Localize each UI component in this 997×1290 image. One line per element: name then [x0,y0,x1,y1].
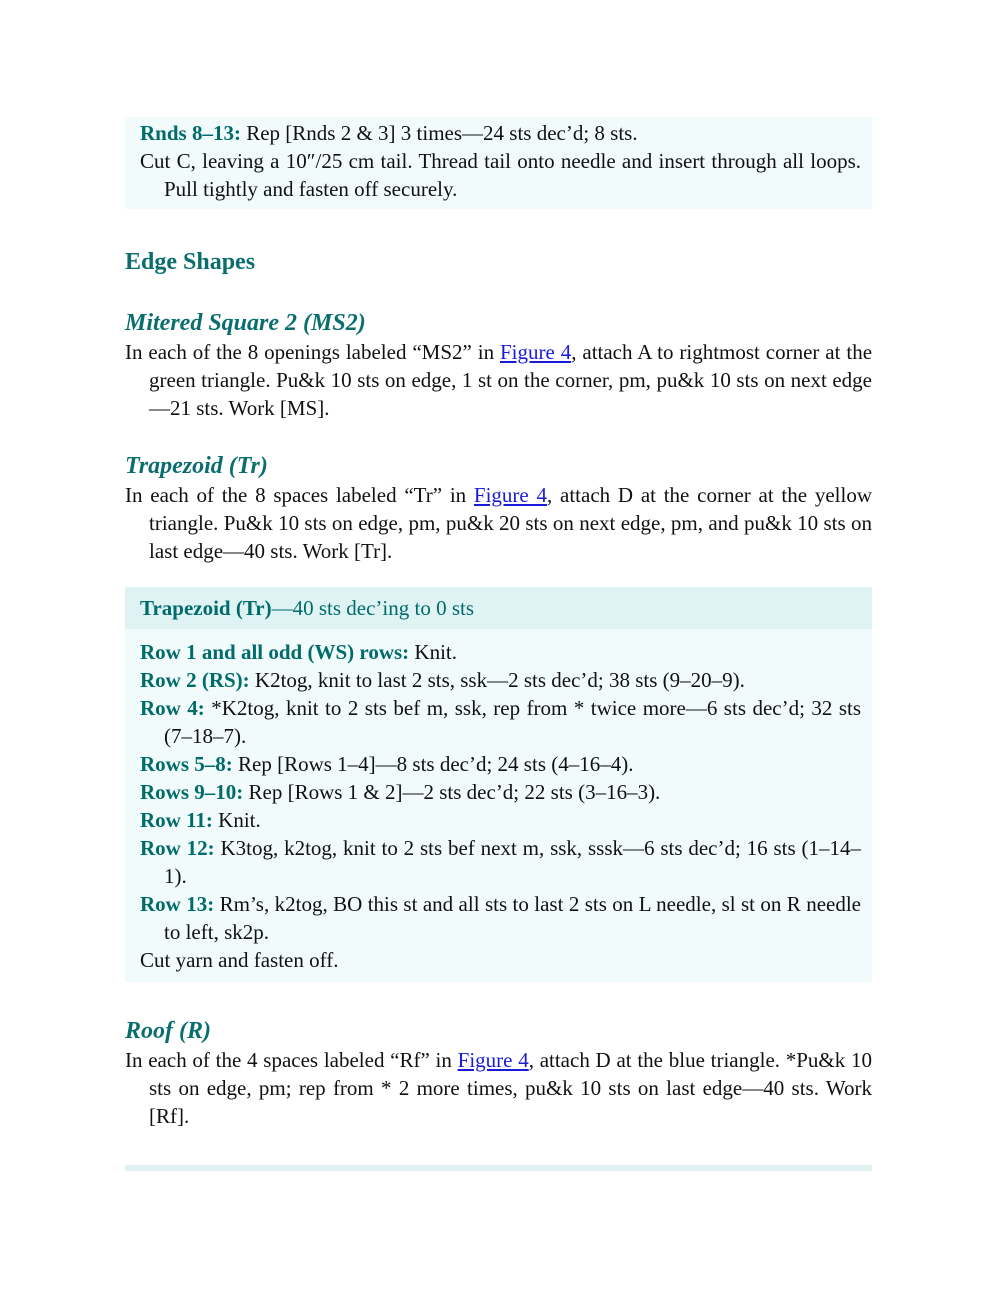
row-label: Rows 5–8: [140,752,233,776]
trapezoid-table-body [125,629,872,982]
heading-trapezoid: Trapezoid (Tr) [125,453,268,479]
text: In each of the 4 spaces labeled “Rf” in [125,1048,458,1072]
row-label: Row 13: [140,892,215,916]
row-label: Row 12: [140,836,215,860]
row-text: Rep [Rows 1–4]—8 sts dec’d; 24 sts (4–16–4). [232,752,634,776]
text: , attach D at the blue triangle. *Pu&k 10 sts on edge, pm; rep from * 2 more times, pu&k 10 sts on last edge—40 sts. Work [Rf]. [149,1048,872,1128]
row-text: Rm’s, k2tog, BO this st and all sts to last 2 sts on L needle, sl st on R needle to left, sk2p. [164,892,862,944]
row-text: Knit. [409,640,457,664]
row-text: Rep [Rows 1 & 2]—2 sts dec’d; 22 sts (3–16–3). [243,780,661,804]
header-title: Trapezoid (Tr) [140,596,272,620]
row-label: Rows 9–10: [140,780,244,804]
table-row [140,806,861,834]
row-label: Row 1 and all odd (WS) rows: [140,640,410,664]
header-subtitle: —40 sts dec’ing to 0 sts [271,596,475,620]
row-text: Knit. [212,808,261,832]
table-row [140,778,861,806]
row-label: Rnds 8–13: [140,121,241,145]
instruction-cut: Cut C, leaving a 10″/25 cm tail. Thread tail onto needle and insert through all loops. Pull tightly and fasten off securely. [140,149,861,201]
text: In each of the 8 openings labeled “MS2” in [125,340,500,364]
row-label: Row 2 (RS): [140,668,250,692]
table-row [140,666,861,694]
row-label: Row 11: [140,808,213,832]
trapezoid-table [125,587,872,982]
heading-mitered-square-2: Mitered Square 2 (MS2) [125,310,366,336]
table-row [140,890,861,946]
heading-roof: Roof (R) [125,1018,211,1044]
text: , attach A to rightmost corner at the green triangle. Pu&k 10 sts on edge, 1 st on the corner, pm, pu&k 10 sts on next edge—21 sts. Work [MS]. [149,340,873,420]
row-text: K2tog, knit to last 2 sts, ssk—2 sts dec’d; 38 sts (9–20–9). [249,668,745,692]
instruction-box-rounds [125,117,872,209]
table-row [140,694,861,750]
row-text: *K2tog, knit to 2 sts bef m, ssk, rep from * twice more—6 sts dec’d; 32 sts (7–18–7). [164,696,861,748]
text: , attach D at the corner at the yellow triangle. Pu&k 10 sts on edge, pm, pu&k 20 sts on next edge, pm, and pu&k 10 sts on last edge—40 sts. Work [Tr]. [149,483,872,563]
figure-4-link[interactable]: Figure 4 [499,340,572,364]
page-content [125,117,872,1130]
figure-4-link[interactable]: Figure 4 [457,1048,529,1072]
row-text: Rep [Rnds 2 & 3] 3 times—24 sts dec’d; 8 sts. [240,121,638,145]
bottom-divider [125,1165,872,1171]
table-row [140,750,861,778]
row-label: Row 4: [140,696,205,720]
paragraph-roof [125,1046,872,1130]
trapezoid-table-header [125,587,872,629]
paragraph-trapezoid [125,481,872,565]
section-heading-edge-shapes: Edge Shapes [125,249,256,275]
figure-4-link[interactable]: Figure 4 [473,483,547,507]
table-row [140,638,861,666]
table-row-cut: Cut yarn and fasten off. [140,948,339,972]
instruction-rnds-8-13 [140,119,861,147]
paragraph-ms2 [125,338,872,422]
row-text: K3tog, k2tog, knit to 2 sts bef next m, ssk, sssk—6 sts dec’d; 16 sts (1–14–1). [164,836,861,888]
text: In each of the 8 spaces labeled “Tr” in [125,483,474,507]
table-row [140,834,861,890]
